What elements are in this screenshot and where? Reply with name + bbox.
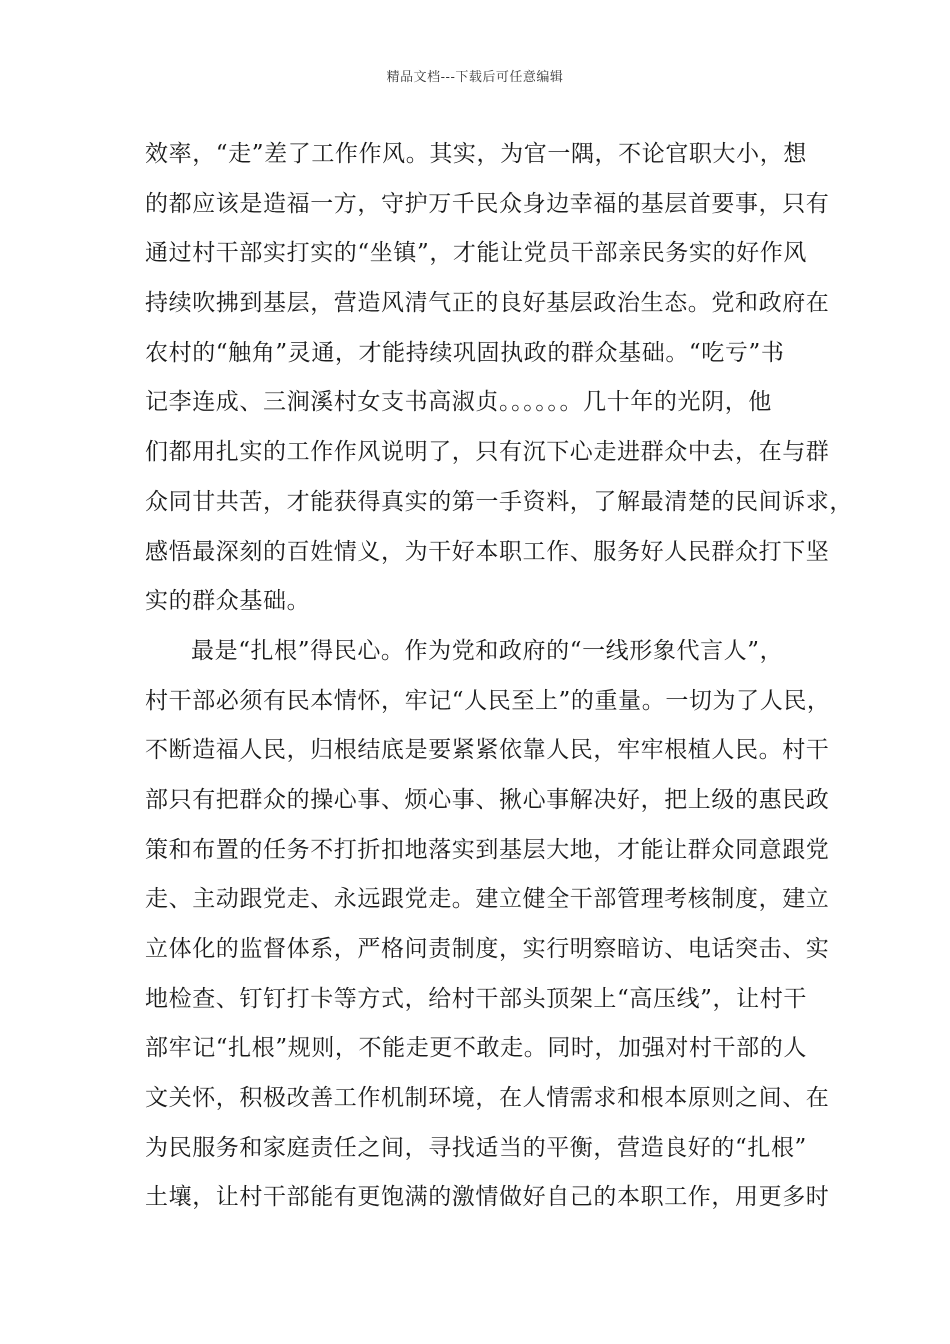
body-text	[145, 130, 853, 1223]
text-line: 地检查、钉钉打卡等方式，给村干部头顶架上“高压线”，让村干	[145, 985, 807, 1012]
text-line: 文关怀，积极改善工作机制环境，在人情需求和根本原则之间、在	[145, 1085, 830, 1112]
text-line: 记李连成、三涧溪村女支书高淑贞。。。。。。几十年的光阴，他	[145, 389, 772, 416]
text-line: 实的群众基础。	[145, 588, 311, 615]
text-line: 部只有把群众的操心事、烦心事、揪心事解决好，把上级的惠民政	[145, 786, 830, 813]
text-line: 立体化的监督体系，严格问责制度，实行明察暗访、电话突击、实	[145, 936, 830, 962]
text-line: 村干部必须有民本情怀，牢记“人民至上”的重量。一切为了人民，	[145, 687, 831, 714]
text-line: 的都应该是造福一方，守护万千民众身边幸福的基层首要事，只有	[145, 190, 830, 217]
text-line: 不断造福人民，归根结底是要紧紧依靠人民，牢牢根植人民。村干	[145, 737, 830, 764]
text-line: 农村的“触角”灵通，才能持续巩固执政的群众基础。“吃亏”书	[145, 339, 785, 366]
text-line: 众同甘共苦，才能获得真实的第一手资料，了解最清楚的民间诉求，	[145, 488, 853, 515]
text-line: 部牢记“扎根”规则，不能走更不敢走。同时，加强对村干部的人	[145, 1035, 807, 1062]
text-line: 感悟最深刻的百姓情义，为干好本职工作、服务好人民群众打下坚	[145, 538, 830, 565]
text-line: 效率，“走”差了工作作风。其实，为官一隅，不论官职大小，想	[145, 141, 807, 167]
text-line: 策和布置的任务不打折扣地落实到基层大地，才能让群众同意跟党	[145, 836, 830, 863]
running-header: 精品文档---下载后可任意编辑	[386, 70, 564, 85]
text-line: 走、主动跟党走、永远跟党走。建立健全干部管理考核制度，建立	[145, 886, 830, 913]
paragraph-first-line: 最是“扎根”得民心。作为党和政府的“一线形象代言人”，	[191, 637, 784, 664]
text-line: 们都用扎实的工作作风说明了，只有沉下心走进群众中去，在与群	[145, 439, 830, 466]
text-line: 土壤，让村干部能有更饱满的激情做好自己的本职工作，用更多时	[145, 1184, 830, 1211]
text-line: 持续吹拂到基层，营造风清气正的良好基层政治生态。党和政府在	[145, 290, 830, 317]
text-line: 为民服务和家庭责任之间，寻找适当的平衡，营造良好的“扎根”	[145, 1134, 807, 1161]
text-line: 通过村干部实打实的“坐镇”，才能让党员干部亲民务实的好作风	[145, 240, 807, 267]
